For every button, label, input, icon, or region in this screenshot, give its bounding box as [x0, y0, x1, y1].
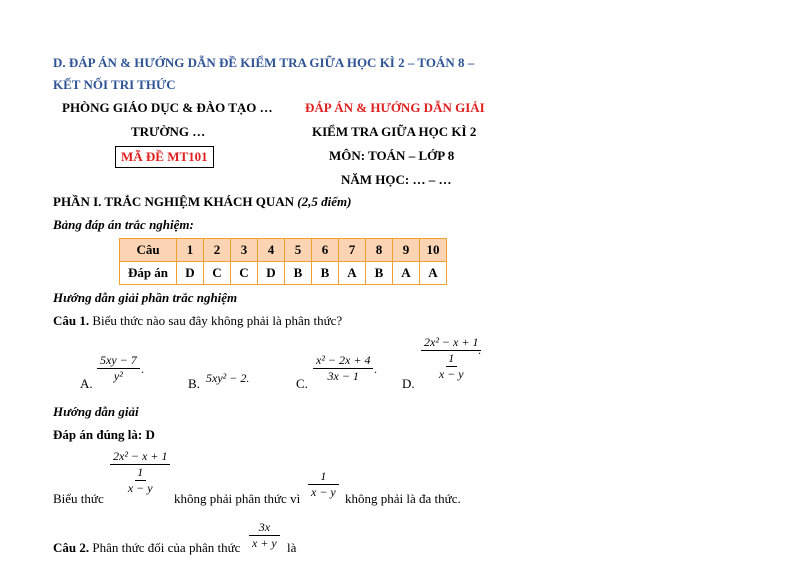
table-header-question: Câu [120, 239, 177, 262]
table-cell-answer: C [204, 262, 231, 285]
exam-code-box: MÃ ĐỀ MT101 [115, 146, 214, 168]
part1-points: (2,5 điểm) [297, 194, 352, 209]
option-a-denominator: y² [113, 369, 123, 383]
correct-answer: Đáp án đúng là: D [53, 427, 155, 442]
school-year: NĂM HỌC: … – … [341, 172, 452, 187]
table-cell-question: 7 [339, 239, 366, 262]
answer-table [119, 238, 447, 285]
mc-guide-caption: Hướng dẫn giải phần trắc nghiệm [53, 290, 238, 305]
table-cell-answer: B [285, 262, 312, 285]
table-cell-question: 10 [420, 239, 447, 262]
question-2-numerator: 3x [258, 520, 271, 534]
explanation-compound-fraction [110, 450, 170, 495]
explanation-fraction-numerator: 1 [320, 469, 327, 483]
option-d-inner-fraction [436, 352, 467, 381]
option-a-numerator: 5xy − 7 [100, 353, 137, 367]
subject-grade: MÔN: TOÁN – LỚP 8 [329, 148, 455, 163]
school-name: TRƯỜNG … [131, 124, 206, 139]
explanation-numerator: 2x² − x + 1 [113, 449, 168, 463]
option-c-denominator: 3x − 1 [327, 369, 359, 383]
table-cell-question: 9 [393, 239, 420, 262]
table-cell-answer: D [258, 262, 285, 285]
question-2-label: Câu 2. [53, 540, 90, 555]
question-2-text: Phân thức đối của phân thức [92, 540, 241, 555]
table-cell-question: 6 [312, 239, 339, 262]
option-b-label: B. [188, 376, 200, 391]
explanation-inner-denominator: x − y [127, 481, 153, 495]
explanation-inner-fraction [125, 466, 156, 495]
table-cell-answer: A [420, 262, 447, 285]
option-d-inner-denominator: x − y [438, 367, 464, 381]
table-cell-question: 1 [177, 239, 204, 262]
table-cell-answer: A [339, 262, 366, 285]
answer-table-answer-row [120, 262, 447, 285]
table-cell-question: 4 [258, 239, 285, 262]
explanation-fraction [308, 470, 339, 499]
option-c-label: C. [296, 376, 308, 391]
part1-title [53, 194, 351, 210]
question-2-tail: là [287, 540, 297, 555]
option-b-expression: 5xy² − 2. [206, 371, 250, 385]
answer-table-caption: Bảng đáp án trắc nghiệm: [53, 217, 194, 232]
option-a-fraction [97, 354, 140, 383]
question-1-label: Câu 1. [53, 313, 90, 328]
exam-name: KIỂM TRA GIỮA HỌC KÌ 2 [312, 124, 477, 139]
part1-title-text: PHẦN I. TRẮC NGHIỆM KHÁCH QUAN [53, 194, 294, 209]
option-a-label: A. [80, 376, 93, 391]
section-heading-line2: KẾT NỐI TRI THỨC [53, 77, 176, 92]
department-name: PHÒNG GIÁO DỤC & ĐÀO TẠO … [62, 100, 273, 115]
question-1-text: Biểu thức nào sau đây không phải là phân thức? [92, 313, 343, 328]
table-cell-answer: D [177, 262, 204, 285]
explanation-part3: không phải là đa thức. [345, 491, 461, 506]
option-c-fraction [313, 354, 373, 383]
question-2-denominator: x + y [252, 536, 277, 550]
question-1 [53, 313, 342, 329]
explanation-part2: không phải phân thức vì [174, 491, 301, 506]
explanation-inner-numerator: 1 [137, 465, 144, 479]
option-d-label: D. [402, 376, 415, 391]
option-c-period: . [374, 362, 377, 376]
question-2 [53, 540, 240, 556]
table-cell-answer: B [366, 262, 393, 285]
explanation-fraction-denominator: x − y [311, 485, 336, 499]
table-cell-question: 2 [204, 239, 231, 262]
option-a-period: . [141, 362, 144, 376]
option-d-period: . [478, 343, 481, 357]
answer-key-title: ĐÁP ÁN & HƯỚNG DẪN GIẢI [305, 100, 485, 115]
table-header-answer: Đáp án [120, 262, 177, 285]
option-d-inner-numerator: 1 [448, 351, 455, 365]
table-cell-question: 3 [231, 239, 258, 262]
table-cell-answer: B [312, 262, 339, 285]
section-heading-line1: D. ĐÁP ÁN & HƯỚNG DẪN ĐỀ KIỂM TRA GIỮA HỌC KÌ 2 – TOÁN 8 – [53, 55, 475, 70]
table-cell-answer: C [231, 262, 258, 285]
option-c-numerator: x² − 2x + 4 [316, 353, 371, 367]
explanation-part1: Biểu thức [53, 491, 104, 506]
solution-title: Hướng dẫn giải [53, 404, 139, 419]
table-cell-answer: A [393, 262, 420, 285]
table-cell-question: 5 [285, 239, 312, 262]
question-2-fraction [249, 521, 280, 550]
option-d-compound-fraction [421, 336, 481, 381]
answer-table-header-row [120, 239, 447, 262]
table-cell-question: 8 [366, 239, 393, 262]
option-d-numerator: 2x² − x + 1 [424, 335, 479, 349]
